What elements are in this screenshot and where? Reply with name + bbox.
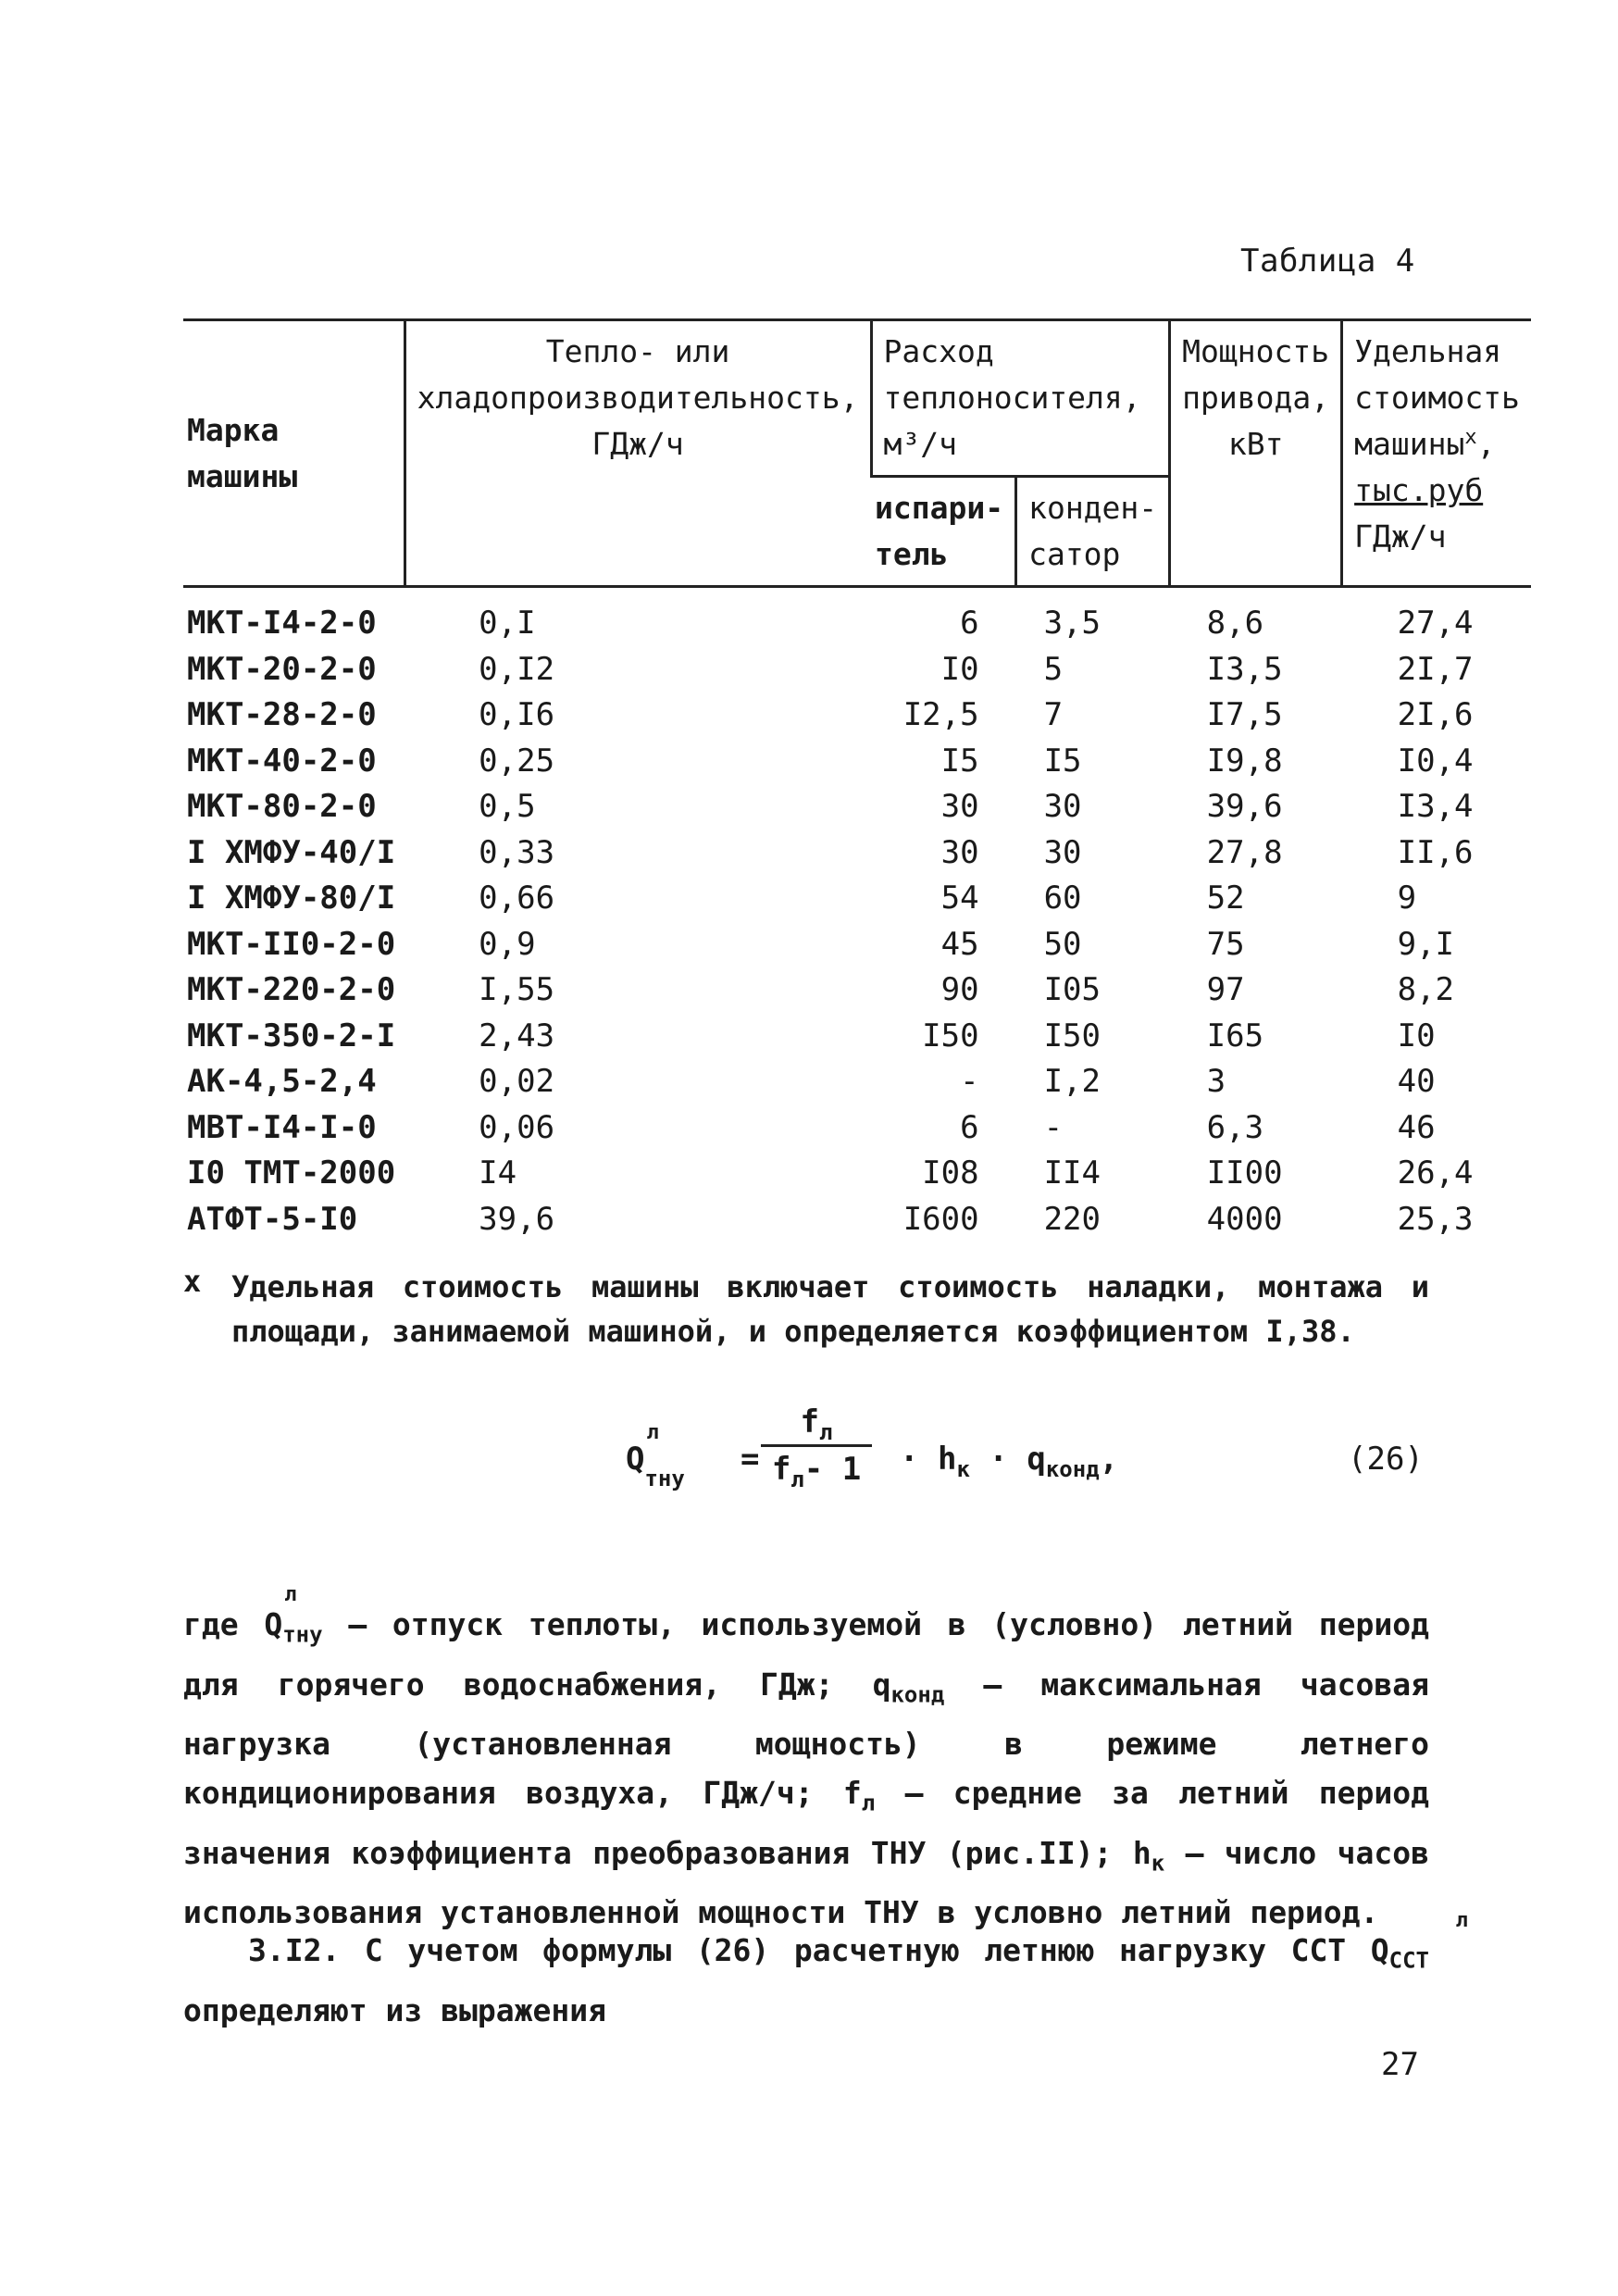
table-row <box>183 739 1531 785</box>
cell-cost: 9 <box>1397 880 1417 917</box>
cell-mark: I ХМФУ-80/I <box>187 880 396 917</box>
cell-capacity: 0,I <box>479 605 536 642</box>
cell-cost: I0,4 <box>1397 742 1474 780</box>
cell-cost: II,6 <box>1397 833 1474 871</box>
paragraph-definitions: где Q л $_{тну}$ – отпуск теплоты, используемой в (условно) летний период для горячего водоснабжения, ГДж; $q_{конд}$ – максимальная часовая нагрузка (установленная мощность) в режиме летнего кондиционирования воздуха, ГДж/ч; $f_л$ – средние за летний период значения коэффициента преобразования ТНУ (рис.II); $h_к$ – число часов использования установленной мощности ТНУ в условно летний период. <box>183 1583 1429 1931</box>
cell-mark: МКТ-20-2-0 <box>187 650 377 688</box>
para1-text-2: – отпуск теплоты, используемой в (условно) летний период для горячего водоснабжения, ГДж; q <box>183 1606 1429 1703</box>
cell-power: 97 <box>1206 971 1245 1008</box>
cell-evaporator: I50 <box>922 1017 979 1054</box>
header-condenser: конден- сатор <box>1016 477 1170 587</box>
formula-lhs-sub: тну <box>644 1465 685 1491</box>
cell-evaporator: 45 <box>940 925 979 963</box>
cell-evaporator: 90 <box>940 971 979 1008</box>
cell-capacity: 0,02 <box>479 1063 555 1100</box>
paragraph-3-12: 3.I2. С учетом формулы (26) расчетную летнюю нагрузку ССТ Q л $_{ССТ}$ определяют из выражения <box>183 1909 1468 2028</box>
header-cost-comma: , <box>1476 426 1496 462</box>
cell-evaporator: 6 <box>960 1108 979 1146</box>
formula-denominator <box>761 1447 872 1491</box>
cell-cost: 26,4 <box>1397 1154 1474 1192</box>
cell-mark: МКТ-II0-2-0 <box>187 925 396 963</box>
cell-cost: 25,3 <box>1397 1200 1474 1238</box>
cell-power: I3,5 <box>1206 650 1283 688</box>
cell-condenser: 7 <box>1043 696 1064 733</box>
cell-capacity: 0,I2 <box>479 650 555 688</box>
cell-evaporator: I0 <box>940 650 979 688</box>
header-flow: Расход теплоносителя, м³/ч <box>871 320 1170 477</box>
header-mark: Марка машины <box>183 320 404 587</box>
header-cost-footnote-mark: x <box>1464 426 1477 449</box>
table-row <box>183 1059 1531 1105</box>
table-row <box>183 693 1531 739</box>
formula-den-minus: - 1 <box>803 1451 862 1488</box>
cell-power: 4000 <box>1206 1200 1283 1238</box>
cell-mark: МВТ-I4-I-0 <box>187 1108 377 1146</box>
table-row <box>183 876 1531 922</box>
table-row <box>183 967 1531 1014</box>
cell-power: I7,5 <box>1206 696 1283 733</box>
cell-mark: МКТ-80-2-0 <box>187 788 377 825</box>
cell-capacity: I,55 <box>479 971 555 1008</box>
header-cost-unit-bottom: ГДж/ч <box>1354 518 1447 555</box>
formula-lhs: Q л $_{тну}$ <box>626 1421 685 1491</box>
table-row <box>183 1105 1531 1152</box>
formula-q: q <box>1027 1441 1046 1478</box>
table-body <box>183 587 1531 1243</box>
cell-capacity: I4 <box>479 1154 517 1192</box>
formula-q-sub: конд <box>1045 1455 1100 1482</box>
cell-condenser: 50 <box>1043 925 1082 963</box>
cell-condenser: 5 <box>1043 650 1064 688</box>
table-row <box>183 922 1531 968</box>
machines-table <box>183 318 1531 1242</box>
cell-capacity: 0,5 <box>479 788 536 825</box>
formula-tail <box>900 1441 1118 1482</box>
formula-fraction <box>761 1400 872 1491</box>
cell-mark: МКТ-40-2-0 <box>187 742 377 780</box>
cell-cost: 46 <box>1397 1108 1436 1146</box>
footnote-text: Удельная стоимость машины включает стоимость наладки, монтажа и площади, занимаемой машиной, и определяется коэффициентом I,38. <box>231 1269 1429 1349</box>
cell-evaporator: - <box>960 1063 979 1100</box>
cell-condenser: I50 <box>1043 1017 1101 1054</box>
cell-evaporator: I600 <box>902 1200 979 1238</box>
cell-power: 3 <box>1206 1063 1226 1100</box>
cell-power: 27,8 <box>1206 833 1283 871</box>
formula-den-sub: л <box>790 1466 804 1492</box>
cell-cost: 9,I <box>1397 925 1455 963</box>
para1-sub-1: тну <box>282 1621 323 1648</box>
cell-capacity: 0,66 <box>479 880 555 917</box>
cell-condenser: 60 <box>1043 880 1082 917</box>
formula-lhs-q: Q <box>626 1441 645 1478</box>
formula-numerator <box>761 1400 872 1444</box>
header-cost-label: Удельная стоимость машины <box>1354 333 1520 462</box>
table-row <box>183 1197 1531 1243</box>
cell-condenser: I,2 <box>1043 1063 1101 1100</box>
cell-mark: I ХМФУ-40/I <box>187 833 396 871</box>
cell-evaporator: I5 <box>940 742 979 780</box>
cell-evaporator: 6 <box>960 605 979 642</box>
cell-power: I9,8 <box>1206 742 1283 780</box>
page-number: 27 <box>1381 2046 1419 2083</box>
para1-text-1: где Q <box>183 1606 283 1642</box>
cell-condenser: I5 <box>1043 742 1082 780</box>
cell-capacity: 0,9 <box>479 925 536 963</box>
formula-h: h <box>937 1441 957 1478</box>
cell-cost: 2I,7 <box>1397 650 1474 688</box>
cell-condenser: II4 <box>1043 1154 1101 1192</box>
footnote-mark: x <box>183 1264 202 1299</box>
cell-power: 8,6 <box>1206 605 1264 642</box>
para1-sub-4: к <box>1151 1850 1165 1877</box>
cell-cost: I0 <box>1397 1017 1436 1054</box>
para1-sub-3: л <box>861 1790 876 1816</box>
cell-mark: АТФТ-5-I0 <box>187 1200 358 1238</box>
cell-condenser: I05 <box>1043 971 1101 1008</box>
table-row <box>183 830 1531 877</box>
header-cost-unit-top: тыс.руб <box>1354 472 1484 508</box>
cell-evaporator: 30 <box>940 788 979 825</box>
para2-text-2: определяют из выражения <box>183 1991 606 2028</box>
cell-capacity: 2,43 <box>479 1017 555 1054</box>
cell-cost: 2I,6 <box>1397 696 1474 733</box>
table-footnote <box>183 1265 1429 1354</box>
para2-text-1: 3.I2. С учетом формулы (26) расчетную летнюю нагрузку ССТ Q <box>248 1932 1389 1968</box>
cell-cost: I3,4 <box>1397 788 1474 825</box>
cell-condenser: 30 <box>1043 788 1082 825</box>
table-row <box>183 647 1531 693</box>
table-caption: Таблица 4 <box>1240 243 1415 280</box>
cell-power: 52 <box>1206 880 1245 917</box>
table-row <box>183 1151 1531 1197</box>
table-row <box>183 784 1531 830</box>
cell-evaporator: I2,5 <box>902 696 979 733</box>
header-cost <box>1342 320 1531 587</box>
header-evaporator: испари- тель <box>871 477 1016 587</box>
formula-dot-2: · <box>989 1441 1008 1478</box>
table-row <box>183 587 1531 647</box>
cell-capacity: 0,06 <box>479 1108 555 1146</box>
header-capacity: Тепло- или хладопроизводительность, ГДж/ч <box>404 320 871 587</box>
formula-num-sub: л <box>819 1418 833 1445</box>
cell-mark: I0 ТМТ-2000 <box>187 1154 396 1192</box>
formula-num-f: f <box>800 1404 820 1441</box>
cell-mark: АК-4,5-2,4 <box>187 1063 377 1100</box>
cell-cost: 8,2 <box>1397 971 1455 1008</box>
cell-capacity: 0,I6 <box>479 696 555 733</box>
cell-condenser: 30 <box>1043 833 1082 871</box>
formula-den-f: f <box>771 1451 791 1488</box>
cell-evaporator: I08 <box>922 1154 979 1192</box>
cell-power: II00 <box>1206 1154 1283 1192</box>
cell-power: I65 <box>1206 1017 1264 1054</box>
cell-mark: МКТ-I4-2-0 <box>187 605 377 642</box>
para1-sub-2: конд <box>890 1681 945 1708</box>
cell-mark: МКТ-28-2-0 <box>187 696 377 733</box>
header-power: Мощность привода, кВт <box>1170 320 1342 587</box>
cell-cost: 40 <box>1397 1063 1436 1100</box>
cell-condenser: 220 <box>1043 1200 1101 1238</box>
formula-dot-1: · <box>900 1441 919 1478</box>
cell-capacity: 0,25 <box>479 742 555 780</box>
cell-power: 6,3 <box>1206 1108 1264 1146</box>
para2-sub-1: ССТ <box>1388 1947 1429 1974</box>
cell-power: 75 <box>1206 925 1245 963</box>
cell-evaporator: 30 <box>940 833 979 871</box>
cell-capacity: 0,33 <box>479 833 555 871</box>
cell-mark: МКТ-220-2-0 <box>187 971 396 1008</box>
cell-mark: МКТ-350-2-I <box>187 1017 396 1054</box>
table-row <box>183 1014 1531 1060</box>
formula-number: (26) <box>1348 1441 1424 1478</box>
para1-text-3: – максимальная часовая нагрузка (установленная мощность) в режиме летнего кондиционирования воздуха, ГДж/ч; f <box>183 1666 1429 1812</box>
formula-trail: , <box>1099 1441 1119 1478</box>
formula-h-sub: к <box>956 1455 970 1482</box>
cell-capacity: 39,6 <box>479 1200 555 1238</box>
cell-cost: 27,4 <box>1397 605 1474 642</box>
formula-equals: = <box>741 1441 760 1478</box>
para1-text-5: – число часов использования установленной мощности ТНУ в условно летний период. <box>183 1834 1429 1931</box>
cell-power: 39,6 <box>1206 788 1283 825</box>
cell-condenser: 3,5 <box>1043 605 1101 642</box>
cell-condenser: - <box>1043 1108 1064 1146</box>
para1-text-4: – средние за летний период значения коэффициента преобразования ТНУ (рис.II); h <box>183 1775 1429 1871</box>
cell-evaporator: 54 <box>940 880 979 917</box>
